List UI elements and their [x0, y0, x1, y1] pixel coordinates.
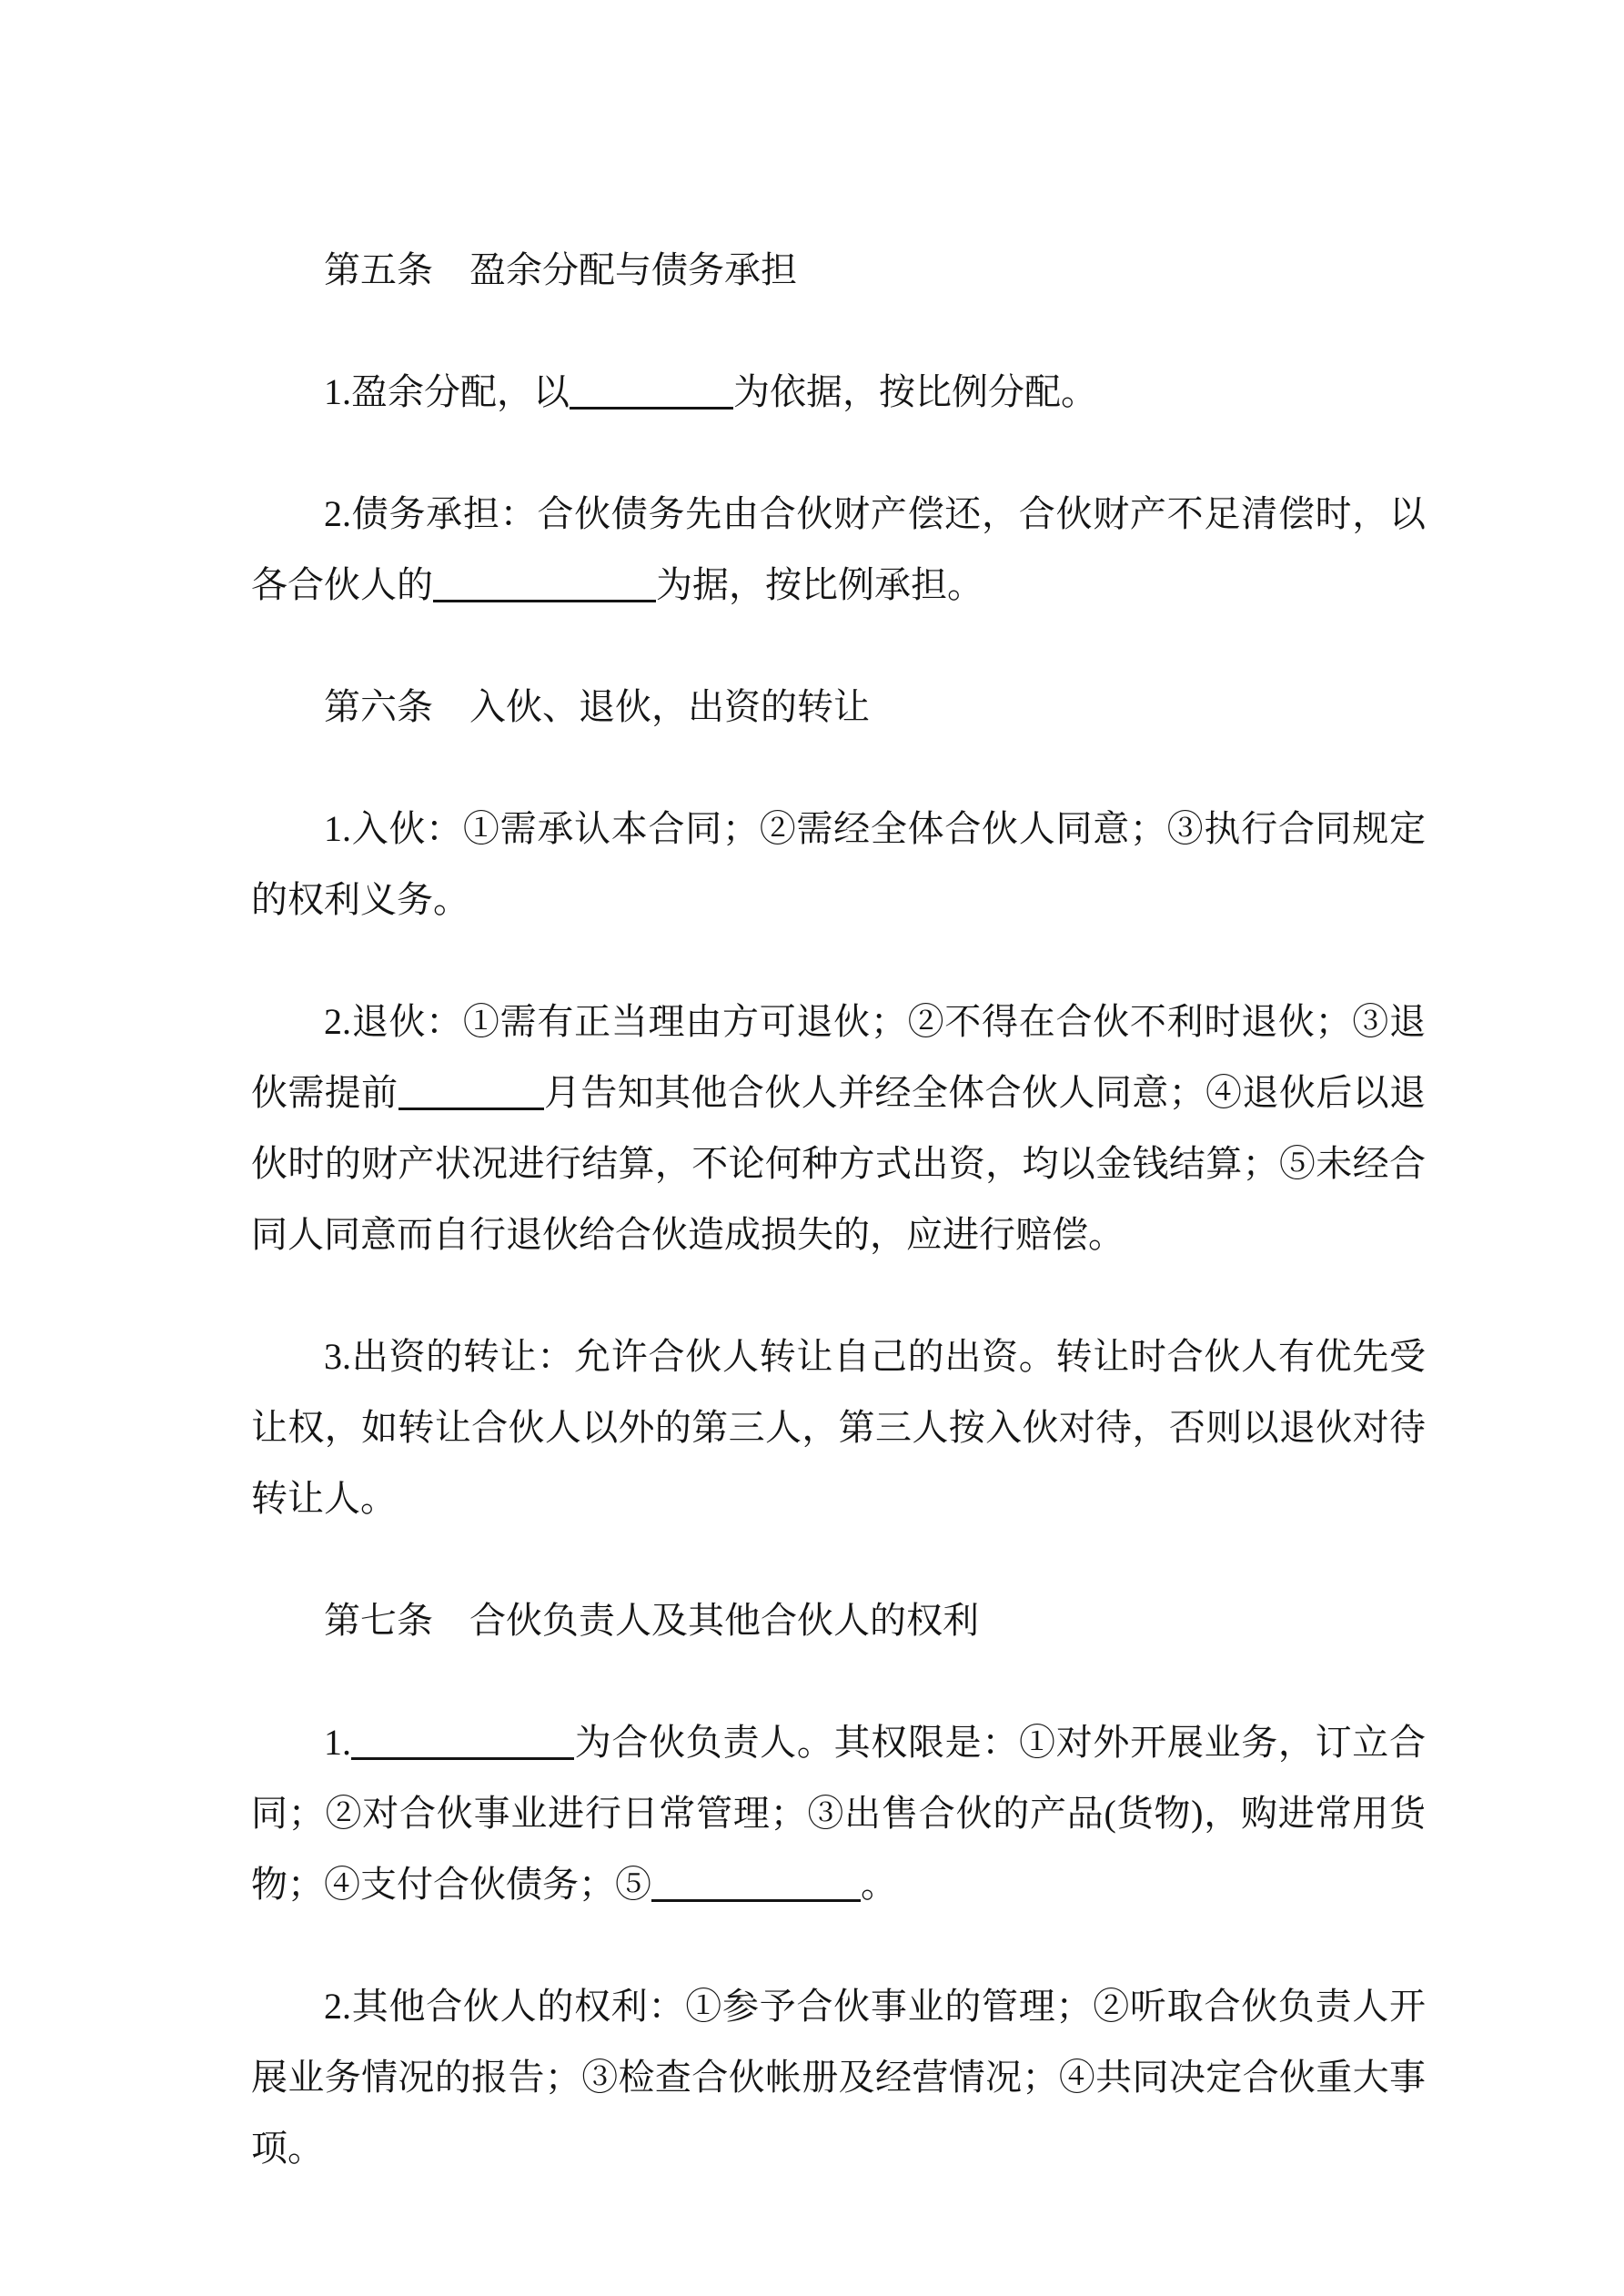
section-heading-article-7: 第七条 合伙负责人及其他合伙人的权利 [324, 1600, 979, 1641]
text-segment: 月告知其他合伙人并经全体合伙人同意；④退伙后以退伙时的财产状况进行结算，不论何种方式出资，均以金钱结算；⑤未经合同人同意而自行退伙给合伙造成损失的，应进行赔偿。 [251, 1072, 1427, 1255]
text-segment: 1. [324, 1722, 351, 1763]
blank-field-leader-name [351, 1757, 574, 1760]
text-segment: 为依据，按比例分配。 [733, 371, 1097, 412]
blank-field-other-powers [651, 1899, 861, 1902]
paragraph-capital-transfer: 3.出资的转让：允许合伙人转让自己的出资。转让时合伙人有优先受让权，如转让合伙人以外的第三人，第三人按入伙对待，否则以退伙对待转让人。 [251, 1336, 1426, 1519]
paragraph-other-partners-rights: 2.其他合伙人的权利：①参予合伙事业的管理；②听取合伙负责人开展业务情况的报告；③检查合伙帐册及经营情况；④共同决定合伙重大事项。 [251, 1986, 1426, 2169]
blank-field-notice-months [398, 1108, 544, 1110]
paragraph-joining-partnership: 1.入伙：①需承认本合同；②需经全体合伙人同意；③执行合同规定的权利义务。 [251, 808, 1426, 920]
text-segment: 为合伙负责人。其权限是：①对外开展业务，订立合同；②对合伙事业进行日常管理；③出售合伙的产品(货物)，购进常用货物；④支付合伙债务；⑤ [251, 1722, 1426, 1905]
text-segment: 为据，按比例承担。 [656, 564, 983, 605]
blank-field-distribution-basis [570, 407, 733, 410]
section-heading-article-6: 第六条 入伙、退伙，出资的转让 [324, 686, 870, 727]
section-heading-article-5: 第五条 盈余分配与债务承担 [324, 249, 797, 290]
text-segment: 。 [861, 1864, 897, 1905]
paragraph-withdrawal [251, 986, 1426, 1270]
text-segment: 2.退伙：①需有正当理由方可退伙；②不得在合伙不利时退伙；③退伙需提前 [251, 1001, 1426, 1113]
paragraph-debt-assumption [251, 479, 1426, 621]
paragraph-profit-distribution [251, 357, 1426, 428]
paragraph-partnership-leader [251, 1707, 1426, 1920]
text-segment: 1.盈余分配，以 [324, 371, 570, 412]
text-segment: 2.债务承担：合伙债务先由合伙财产偿还，合伙财产不足清偿时，以各合伙人的 [251, 493, 1426, 605]
blank-field-debt-basis [433, 600, 656, 602]
